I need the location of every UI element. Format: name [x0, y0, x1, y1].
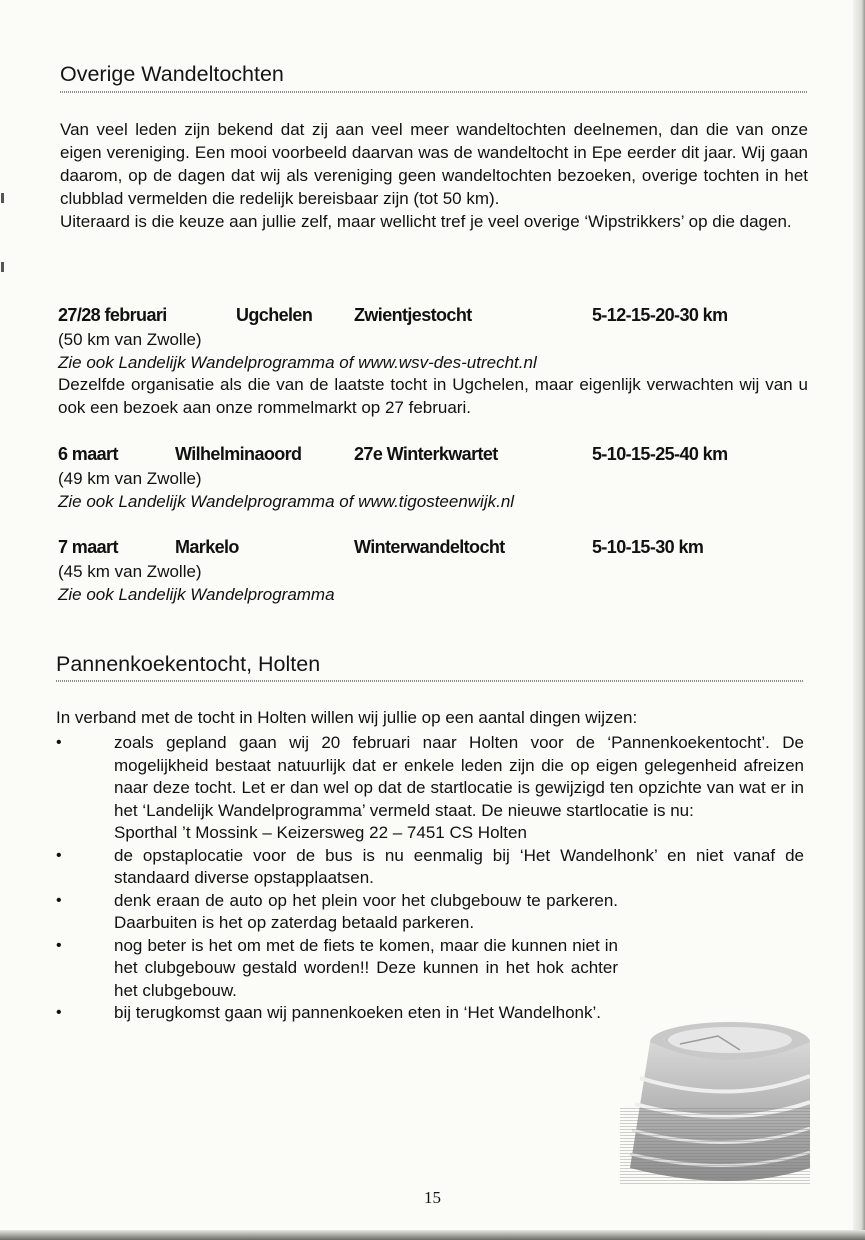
bullet-icon: • — [56, 1004, 62, 1021]
intro-text: Van veel leden zijn bekend dat zij aan veel meer wandeltochten deelnemen, dan die van onze eigen vereniging. Een mooi voorbeeld daarvan was de wandeltocht in Epe eerder dit jaar. Wij gaan daarom, op de dagen dat wij als vereniging geen wandeltochten bezoeken, overige tochten in het clubblad vermelden die redelijk bereisbaar zijn (tot 50 km). — [60, 120, 808, 208]
event-place: Ugchelen — [236, 305, 313, 325]
event-note: Dezelfde organisatie als die van de laatste tocht in Ugchelen, maar eigenlijk verwachten wij van u ook een bezoek aan onze rommelmarkt op 27 februari. — [58, 375, 808, 417]
section-title-pannenkoekentocht: Pannenkoekentocht, Holten — [56, 652, 321, 676]
event-place: Wilhelminaoord — [175, 444, 302, 464]
event-name: Zwientjestocht — [354, 305, 472, 325]
event-reference: Zie ook Landelijk Wandelprogramma of www.tigosteenwijk.nl — [58, 491, 515, 511]
section2-intro: In verband met de tocht in Holten willen wij jullie op een aantal dingen wijzen: — [56, 708, 638, 727]
event-entry — [58, 304, 808, 419]
bullet-text: nog beter is het om met de fiets te komen, maar die kunnen niet in het clubgebouw gestald worden!! Deze kunnen in het hok achter het clubgebouw. — [114, 935, 618, 1000]
list-item — [56, 845, 808, 890]
event-distances: 5-10-15-25-40 km — [592, 444, 728, 464]
event-entry — [58, 443, 808, 513]
new-start-location: Sporthal ’t Mossink – Keizersweg 22 – 7451 CS Holten — [114, 823, 527, 842]
bullet-text: bij terugkomst gaan wij pannenkoeken eten in ‘Het Wandelhonk’. — [114, 1003, 601, 1022]
list-item — [56, 890, 808, 935]
bullet-text: zoals gepland gaan wij 20 februari naar Holten voor de ‘Pannenkoekentocht’. De mogelijkheid bestaat natuurlijk dat er enkele leden zijn die op eigen gelegenheid afreizen naar deze tocht. Let er dan wel op dat de startlocatie is gewijzigd ten opzichte van wat er in het ‘Landelijk Wandelprogramma’ vermeld staat. De nieuwe startlocatie is nu: — [114, 733, 804, 820]
list-item — [56, 732, 808, 845]
event-date: 6 maart — [58, 444, 118, 464]
page-edge — [853, 0, 865, 1240]
event-reference: Zie ook Landelijk Wandelprogramma — [58, 584, 335, 604]
event-header — [58, 304, 808, 329]
event-date: 27/28 februari — [58, 305, 167, 325]
margin-mark — [1, 193, 4, 203]
page-edge-bottom — [0, 1230, 865, 1240]
event-place: Markelo — [175, 537, 239, 557]
list-item — [56, 935, 808, 1003]
event-header — [58, 443, 808, 468]
page-number: 15 — [424, 1188, 441, 1207]
bullet-list — [56, 732, 808, 1025]
event-reference: Zie ook Landelijk Wandelprogramma of www.wsv-des-utrecht.nl — [58, 352, 537, 372]
event-date: 7 maart — [58, 537, 118, 557]
section-title-overige-wandeltochten: Overige Wandeltochten — [60, 62, 284, 86]
event-entry — [58, 536, 808, 606]
event-distances: 5-12-15-20-30 km — [592, 305, 728, 325]
intro-text-2: Uiteraard is die keuze aan jullie zelf, maar wellicht tref je veel overige ‘Wipstrikkers’ op die dagen. — [60, 212, 792, 231]
event-name: Winterwandeltocht — [354, 537, 505, 557]
bullet-text: denk eraan de auto op het plein voor het clubgebouw te parkeren. Daarbuiten is het op zaterdag betaald parkeren. — [114, 890, 618, 932]
event-distance-from: (45 km van Zwolle) — [58, 562, 202, 581]
margin-mark — [1, 262, 4, 272]
bullet-icon: • — [56, 846, 62, 864]
bullet-icon: • — [56, 734, 62, 751]
event-distances: 5-10-15-30 km — [592, 537, 704, 557]
bullet-icon: • — [56, 891, 62, 909]
event-distance-from: (49 km van Zwolle) — [58, 469, 202, 488]
bullet-icon: • — [56, 936, 62, 954]
event-name: 27e Winterkwartet — [354, 444, 498, 464]
section-rule — [60, 91, 808, 93]
bullet-text: de opstaplocatie voor de bus is nu eenmalig bij ‘Het Wandelhonk’ en niet vanaf de standaard diverse opstapplaatsen. — [114, 845, 804, 887]
intro-paragraph — [60, 118, 808, 233]
pancake-stack-photo — [620, 1018, 810, 1186]
event-distance-from: (50 km van Zwolle) — [58, 330, 202, 349]
section-rule — [56, 680, 804, 682]
event-header — [58, 536, 808, 561]
